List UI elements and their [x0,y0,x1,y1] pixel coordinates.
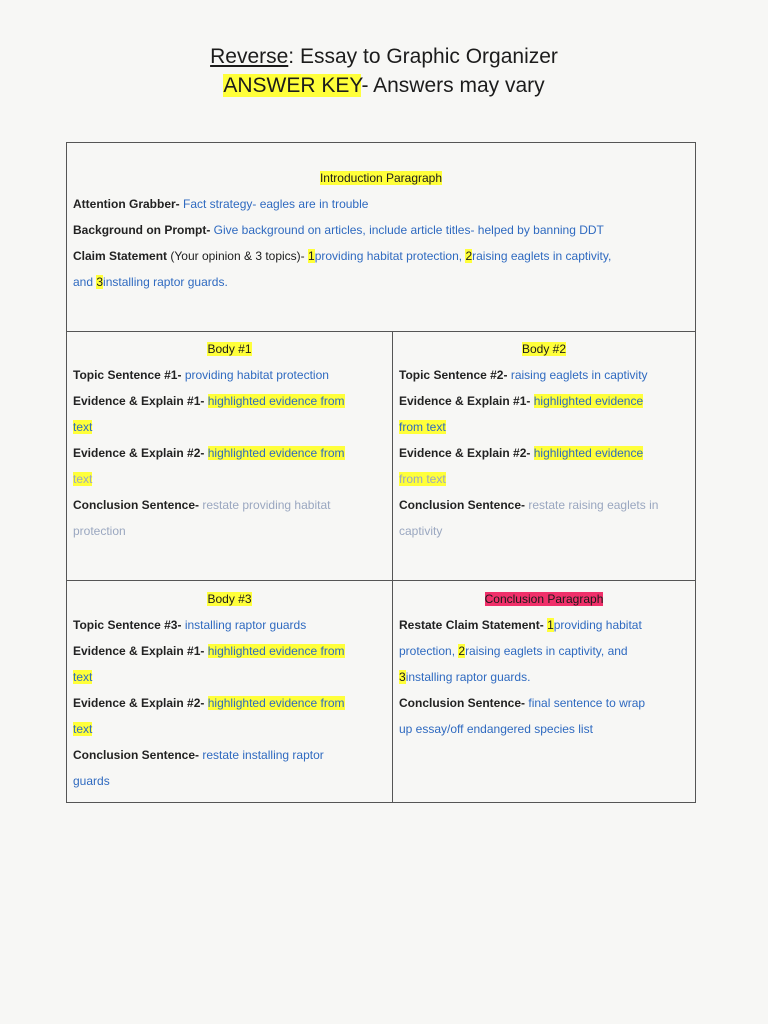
answers-vary-label: - Answers may vary [361,74,545,97]
conclusion-topic-2: raising eaglets in captivity, and [465,644,628,658]
claim-and: and [73,275,97,289]
body-1-topic-label: Topic Sentence #1- [73,368,182,382]
body-3-topic-text: installing raptor guards [181,618,307,632]
claim-label: Claim Statement [73,249,168,263]
title-rest: : Essay to Graphic Organizer [288,45,558,68]
body-2-ev2-label: Evidence & Explain #2- [399,446,531,460]
answer-key-label: ANSWER KEY [223,74,362,97]
body-2-conclusion-label: Conclusion Sentence- [399,498,526,512]
body-grid [66,331,696,803]
body-3-ev1-label: Evidence & Explain #1- [73,644,205,658]
restate-label: Restate Claim Statement- [399,618,544,632]
conclusion-num-2: 2 [458,644,466,658]
body-3-conclusion-cont: guards [73,774,110,788]
conclusion-sentence-text: final sentence to wrap [525,696,646,710]
body-2-cell [393,334,695,544]
claim-num-3: 3 [96,275,104,289]
body-2-heading: Body #2 [521,342,567,356]
title-line-2 [0,71,768,100]
body-1-conclusion-label: Conclusion Sentence- [73,498,200,512]
body-3-ev1-highlight: highlighted evidence from [207,644,345,658]
claim-topic-1: providing habitat protection, [314,249,466,263]
body-2-conclusion-text: restate raising eaglets in [525,498,659,512]
grid-horizontal-divider [67,580,695,581]
body-2-ev1-highlight-cont: from text [399,420,446,434]
body-1-ev2-highlight: highlighted evidence from [207,446,345,460]
attention-text: Fact strategy- eagles are in trouble [179,197,369,211]
conclusion-num-1: 1 [547,618,554,632]
body-1-ev1-label: Evidence & Explain #1- [73,394,205,408]
conclusion-sentence-cont: up essay/off endangered species list [399,722,593,736]
body-2-topic-label: Topic Sentence #2- [399,368,508,382]
claim-num-1: 1 [308,249,315,263]
title-line-1 [0,42,768,71]
conclusion-cell [393,584,695,742]
page-title [0,42,768,100]
body-3-ev2-label: Evidence & Explain #2- [73,696,205,710]
conclusion-topic-1-cont: protection, [399,644,459,658]
body-2-ev2-highlight-cont: from text [399,472,446,486]
conclusion-num-3: 3 [399,670,406,684]
attention-label: Attention Grabber- [73,197,180,211]
body-2-ev1-highlight: highlighted evidence [533,394,644,408]
conclusion-sentence-label: Conclusion Sentence- [399,696,526,710]
body-1-ev2-highlight-cont: text [73,472,93,486]
body-2-conclusion-cont: captivity [399,524,443,538]
background-label: Background on Prompt- [73,223,211,237]
body-3-conclusion-text: restate installing raptor [199,748,324,762]
body-1-ev1-highlight-cont: text [73,420,93,434]
body-3-conclusion-label: Conclusion Sentence- [73,748,200,762]
body-1-cell [67,334,392,544]
conclusion-topic-3: installing raptor guards. [405,670,531,684]
body-2-topic-text: raising eaglets in captivity [507,368,648,382]
body-3-ev2-highlight: highlighted evidence from [207,696,345,710]
claim-num-2: 2 [465,249,473,263]
title-reverse: Reverse [210,45,289,68]
body-3-ev1-highlight-cont: text [73,670,93,684]
conclusion-topic-1: providing habitat [553,618,642,632]
body-2-ev2-highlight: highlighted evidence [533,446,644,460]
body-2-ev1-label: Evidence & Explain #1- [399,394,531,408]
conclusion-heading: Conclusion Paragraph [484,592,604,606]
body-3-ev2-highlight-cont: text [73,722,93,736]
body-3-cell [67,584,392,794]
intro-section [66,142,696,332]
intro-heading: Introduction Paragraph [319,171,443,185]
body-3-heading: Body #3 [207,592,252,606]
intro-content [67,163,695,295]
body-1-conclusion-cont: protection [73,524,126,538]
body-1-ev1-highlight: highlighted evidence from [207,394,345,408]
body-3-topic-label: Topic Sentence #3- [73,618,182,632]
claim-note: (Your opinion & 3 topics)- [167,249,308,263]
body-1-ev2-label: Evidence & Explain #2- [73,446,205,460]
body-1-topic-text: providing habitat protection [181,368,329,382]
background-text: Give background on articles, include article titles- helped by banning DDT [210,223,604,237]
claim-topic-3: installing raptor guards. [103,275,228,289]
claim-topic-2: raising eaglets in captivity, [472,249,612,263]
body-1-conclusion-text: restate providing habitat [199,498,331,512]
body-1-heading: Body #1 [207,342,252,356]
